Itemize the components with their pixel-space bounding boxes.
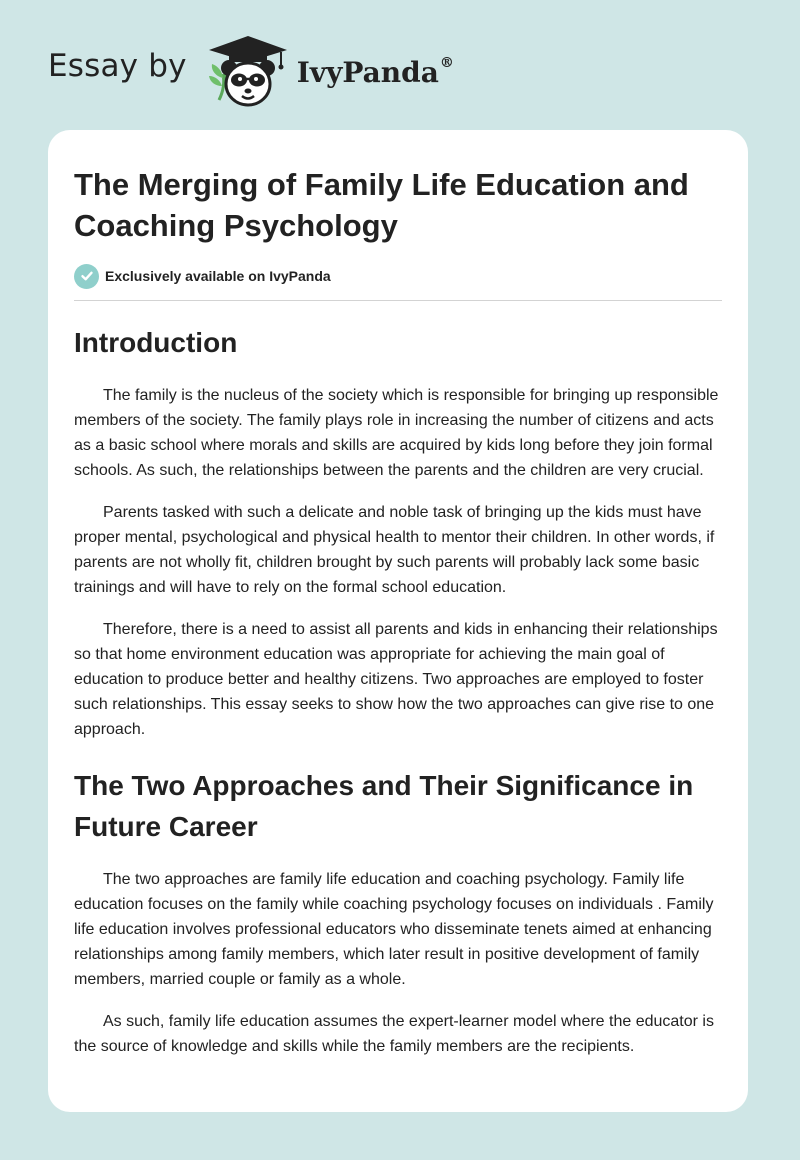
check-circle-icon: [74, 264, 99, 289]
site-header: [48, 34, 454, 110]
exclusive-badge: [74, 263, 722, 289]
page-title: The Merging of Family Life Education and Coaching Psychology: [74, 167, 689, 243]
paragraph: The two approaches are family life education and coaching psychology. Family life education focuses on the family while coaching psychology focuses on individuals . Family life education involves professional educators who disseminate tenets aimed at enhancing relationships among family members, which later result in positive development of family members, married couple or family as a whole.: [74, 871, 714, 988]
essay-card: [48, 130, 748, 1112]
brand-name[interactable]: IvyPanda®: [296, 55, 454, 89]
title-divider: [74, 300, 722, 301]
section-two-approaches: [74, 765, 722, 1059]
registered-mark: ®: [439, 55, 454, 72]
section-heading: Introduction: [74, 327, 238, 358]
brand-prefix: Essay by: [48, 48, 187, 84]
exclusive-label: Exclusively available on IvyPanda: [105, 268, 331, 284]
paragraph: Therefore, there is a need to assist all parents and kids in enhancing their relationships so that home environment education was appropriate for achieving the main goal of education to produce better and healthy citizens. Two approaches are employed to foster such relationships. This essay seeks to show how the two approaches can give rise to one approach.: [74, 621, 718, 738]
section-introduction: [74, 322, 722, 742]
panda-logo-icon[interactable]: [205, 34, 291, 110]
paragraph: As such, family life education assumes the expert-learner model where the educator is the source of knowledge and skills while the family members are the recipients.: [74, 1013, 714, 1055]
paragraph: The family is the nucleus of the society which is responsible for bringing up responsible members of the society. The family plays role in increasing the number of citizens and acts as a basic school where morals and skills are acquired by kids long before they join formal schools. As such, the relationships between the parents and the children are very crucial.: [74, 387, 719, 479]
paragraph: Parents tasked with such a delicate and noble task of bringing up the kids must have proper mental, psychological and physical health to mentor their children. In other words, if parents are not wholly fit, children brought by such parents will probably lack some basic trainings and will have to rely on the formal school education.: [74, 504, 715, 596]
section-heading: The Two Approaches and Their Significance in Future Career: [74, 770, 694, 842]
